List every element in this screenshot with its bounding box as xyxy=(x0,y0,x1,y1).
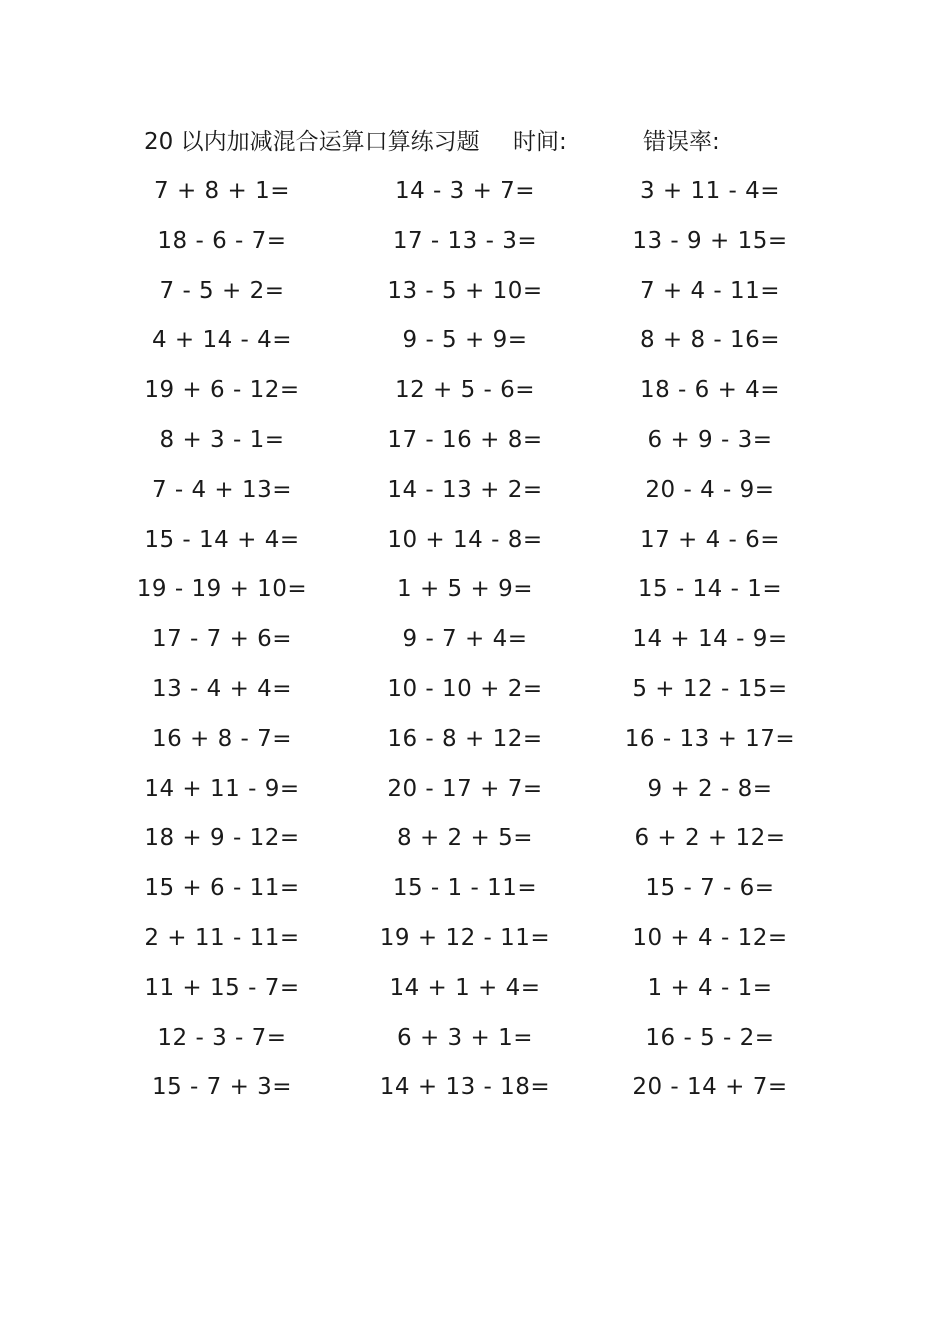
problem: 6 + 2 + 12= xyxy=(634,825,786,852)
problem: 8 + 2 + 5= xyxy=(397,825,533,852)
problem: 16 - 8 + 12= xyxy=(387,725,543,752)
problem: 7 - 4 + 13= xyxy=(151,476,293,503)
problem: 17 - 7 + 6= xyxy=(151,626,293,653)
problem: 13 - 5 + 10= xyxy=(387,277,543,304)
problem: 13 - 9 + 15= xyxy=(632,227,788,254)
problem-row xyxy=(0,522,950,572)
problem: 18 - 6 - 7= xyxy=(157,227,287,254)
worksheet-header xyxy=(0,126,950,158)
error-rate-field-label: 错误率: xyxy=(643,129,720,155)
problem: 7 + 4 - 11= xyxy=(639,277,781,304)
problem: 12 + 5 - 6= xyxy=(394,377,536,404)
problem: 20 - 14 + 7= xyxy=(632,1074,788,1101)
problem-row xyxy=(0,173,950,223)
problem-row xyxy=(0,223,950,273)
problem: 14 + 14 - 9= xyxy=(632,626,788,653)
problem: 18 + 9 - 12= xyxy=(144,825,300,852)
problem: 6 + 9 - 3= xyxy=(647,426,773,453)
problem: 15 - 14 + 4= xyxy=(144,526,300,553)
problem-row xyxy=(0,422,950,472)
problem-row xyxy=(0,621,950,671)
problem: 11 + 15 - 7= xyxy=(144,974,300,1001)
problem: 10 + 4 - 12= xyxy=(632,924,788,951)
problem: 7 + 8 + 1= xyxy=(154,178,290,204)
problem-row xyxy=(0,671,950,721)
problem: 9 - 7 + 4= xyxy=(402,626,528,653)
problem-row xyxy=(0,820,950,870)
problem: 15 + 6 - 11= xyxy=(144,875,300,902)
problem-row xyxy=(0,571,950,621)
problem: 10 - 10 + 2= xyxy=(387,675,543,702)
problem-row xyxy=(0,870,950,920)
problem-row xyxy=(0,721,950,771)
problem: 14 + 13 - 18= xyxy=(379,1074,551,1101)
problem: 12 - 3 - 7= xyxy=(157,1024,287,1051)
problem: 16 - 13 + 17= xyxy=(624,725,796,752)
problem: 1 + 5 + 9= xyxy=(397,576,533,603)
problem-row xyxy=(0,322,950,372)
problem-row xyxy=(0,771,950,821)
problem: 2 + 11 - 11= xyxy=(144,924,300,951)
problem-row xyxy=(0,970,950,1020)
problem: 20 - 17 + 7= xyxy=(387,775,543,802)
problem-grid xyxy=(0,173,950,1119)
problem: 14 - 3 + 7= xyxy=(394,178,536,204)
problem: 6 + 3 + 1= xyxy=(397,1024,533,1051)
problem: 16 - 5 - 2= xyxy=(645,1024,775,1051)
problem-row xyxy=(0,920,950,970)
problem-row xyxy=(0,1069,950,1119)
problem: 19 + 6 - 12= xyxy=(144,377,300,404)
problem: 7 - 5 + 2= xyxy=(159,277,285,304)
problem: 17 - 16 + 8= xyxy=(387,426,543,453)
time-field-label: 时间: xyxy=(513,129,567,155)
problem: 3 + 11 - 4= xyxy=(639,178,781,204)
problem: 13 - 4 + 4= xyxy=(151,675,293,702)
problem: 17 + 4 - 6= xyxy=(639,526,781,553)
problem: 17 - 13 - 3= xyxy=(392,227,538,254)
problem: 14 - 13 + 2= xyxy=(387,476,543,503)
problem: 16 + 8 - 7= xyxy=(151,725,293,752)
problem: 9 + 2 - 8= xyxy=(647,775,773,802)
problem: 1 + 4 - 1= xyxy=(647,974,773,1001)
problem: 18 - 6 + 4= xyxy=(639,377,781,404)
problem: 9 - 5 + 9= xyxy=(402,327,528,354)
problem: 15 - 14 - 1= xyxy=(637,576,783,603)
problem: 5 + 12 - 15= xyxy=(632,675,788,702)
problem: 4 + 14 - 4= xyxy=(151,327,293,354)
problem-row xyxy=(0,472,950,522)
problem: 8 + 8 - 16= xyxy=(639,327,781,354)
problem: 8 + 3 - 1= xyxy=(159,426,285,453)
problem: 15 - 1 - 11= xyxy=(392,875,538,902)
problem-row xyxy=(0,273,950,323)
problem-row xyxy=(0,1020,950,1070)
problem: 19 + 12 - 11= xyxy=(379,924,551,951)
problem: 15 - 7 + 3= xyxy=(151,1074,293,1101)
worksheet-title: 20 以内加减混合运算口算练习题 xyxy=(144,129,480,155)
problem-row xyxy=(0,372,950,422)
problem: 20 - 4 - 9= xyxy=(645,476,775,503)
problem: 19 - 19 + 10= xyxy=(136,576,308,603)
problem: 14 + 1 + 4= xyxy=(389,974,541,1001)
problem: 10 + 14 - 8= xyxy=(387,526,543,553)
problem: 14 + 11 - 9= xyxy=(144,775,300,802)
problem: 15 - 7 - 6= xyxy=(645,875,775,902)
